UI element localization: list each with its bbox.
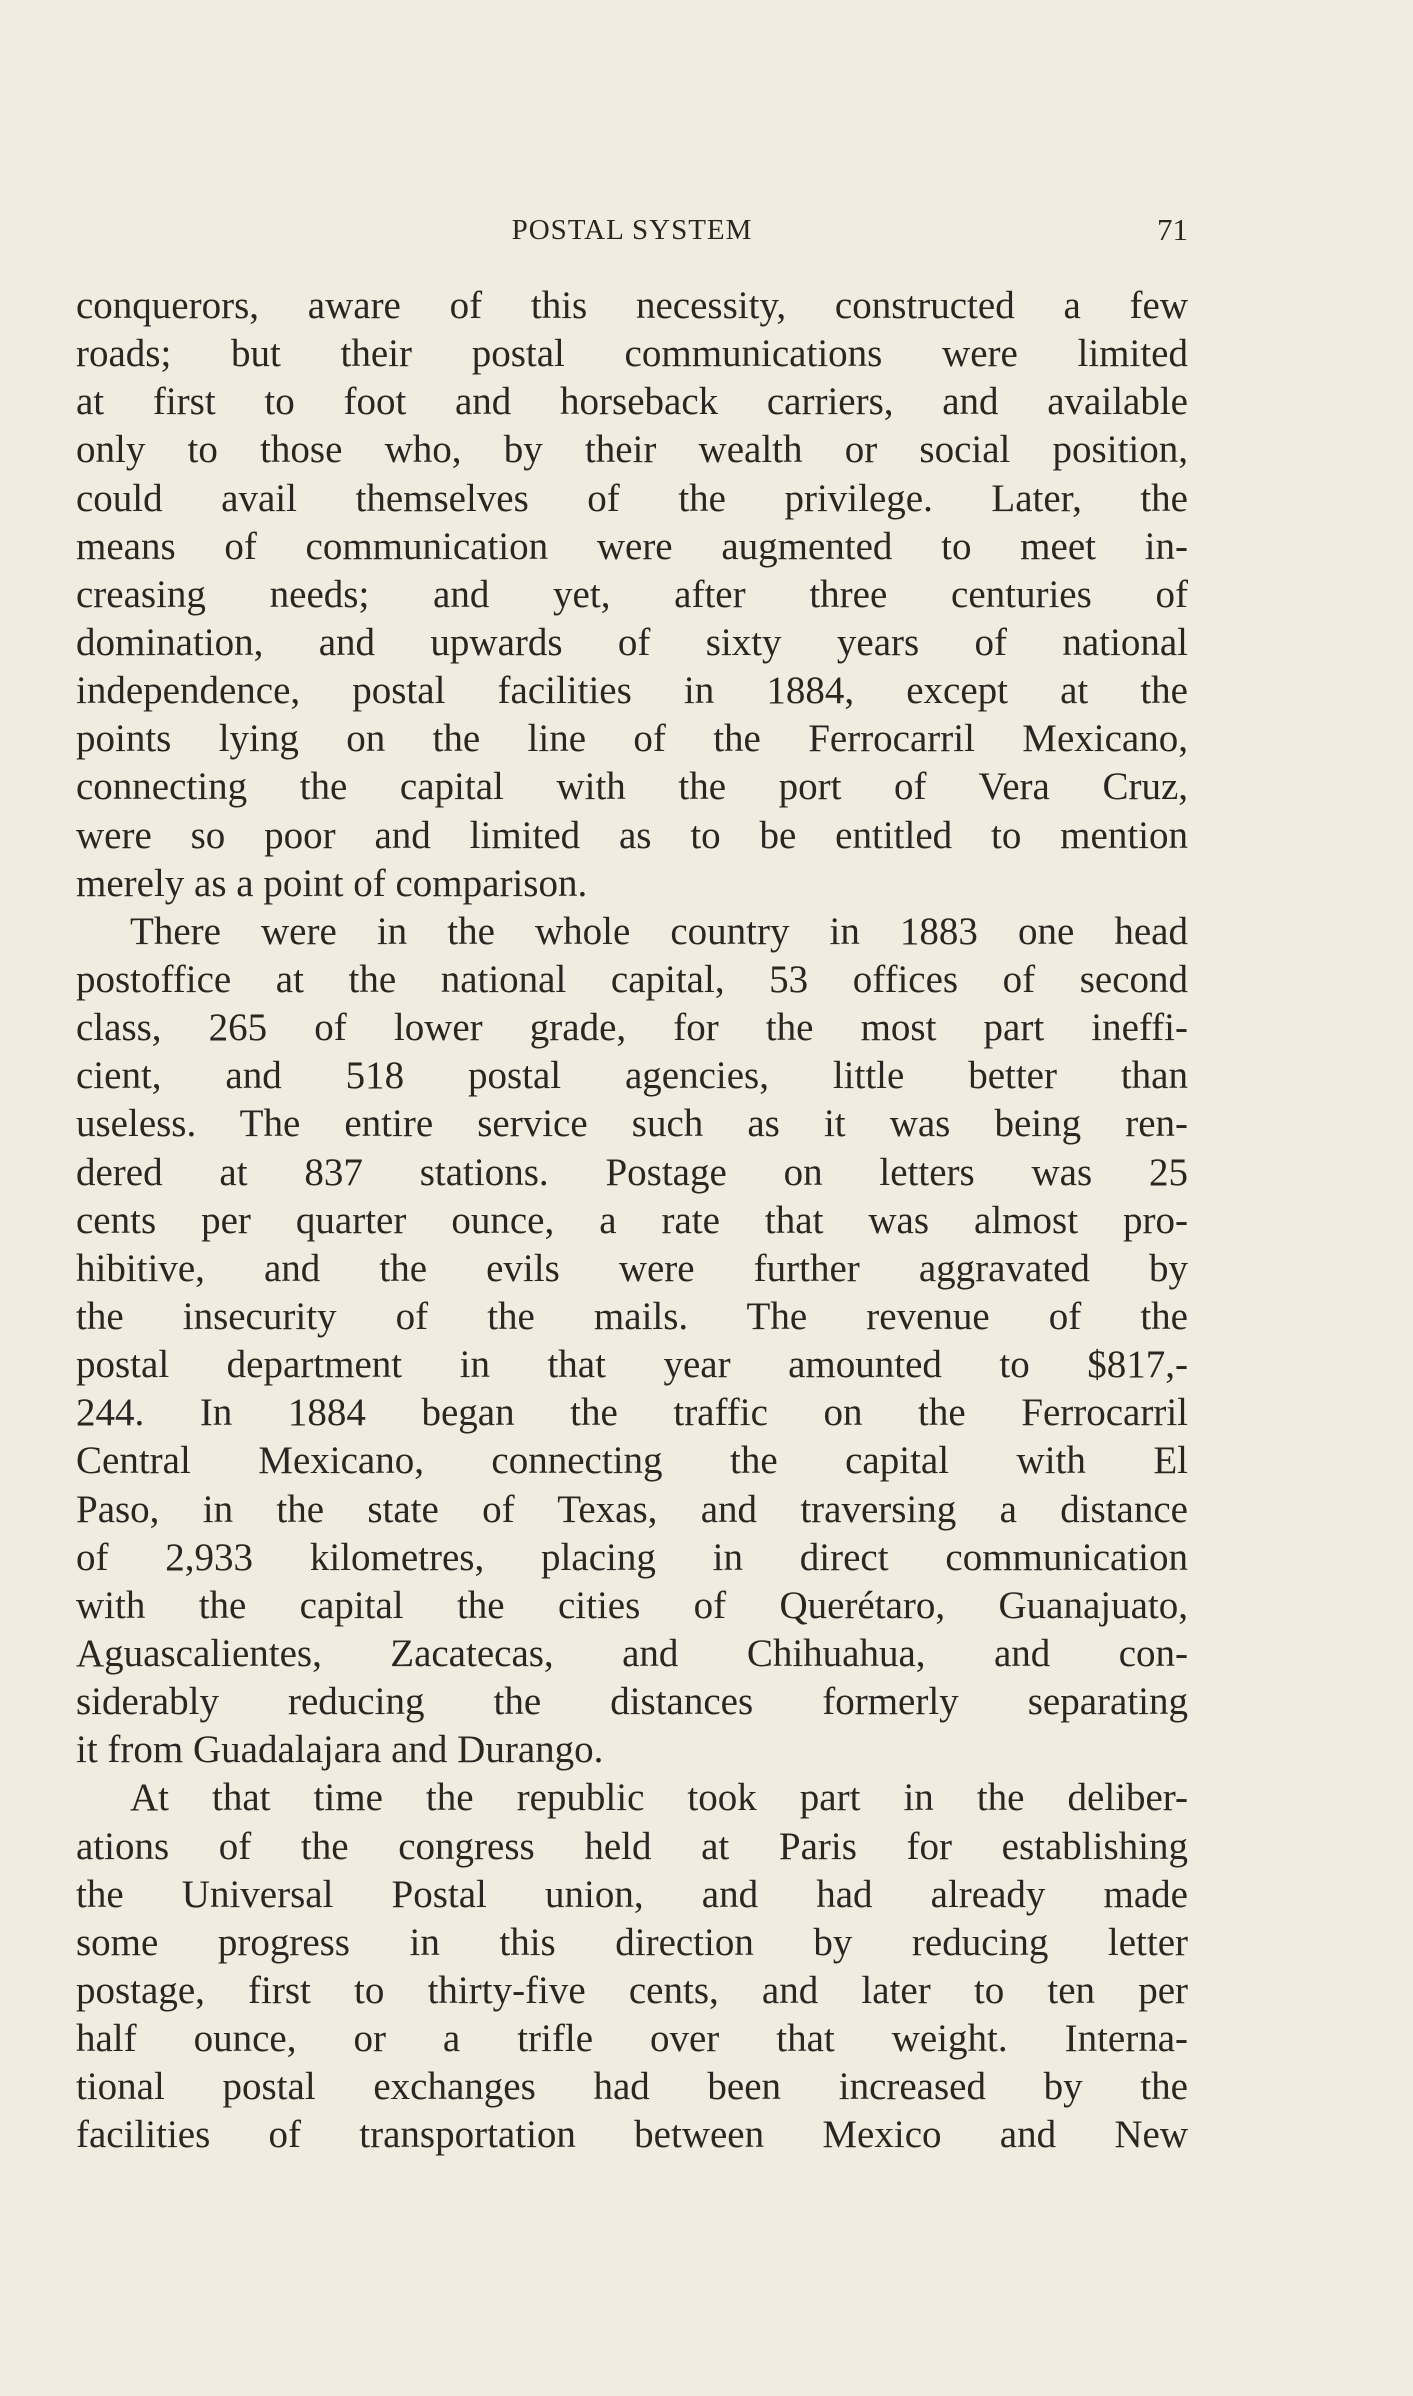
- running-title: POSTAL SYSTEM: [511, 214, 753, 246]
- text-line: half ounce, or a trifle over that weight. Interna-: [76, 2017, 1188, 2061]
- running-head: [76, 210, 1188, 250]
- text-line: domination, and upwards of sixty years of national: [76, 620, 1188, 664]
- text-line: 244. In 1884 began the traffic on the Ferrocarril: [76, 1391, 1188, 1435]
- text-line: postal department in that year amounted to $817,-: [76, 1343, 1188, 1387]
- text-line: Aguascalientes, Zacatecas, and Chihuahua, and con-: [76, 1631, 1188, 1675]
- text-line: at first to foot and horseback carriers, and available: [76, 380, 1188, 424]
- text-line: ations of the congress held at Paris for establishing: [76, 1824, 1188, 1868]
- text-line: of 2,933 kilometres, placing in direct communication: [76, 1535, 1188, 1579]
- text-line: could avail themselves of the privilege. Later, the: [76, 476, 1188, 520]
- text-line: facilities of transportation between Mexico and New: [76, 2113, 1188, 2157]
- paragraph: [76, 1774, 1188, 2159]
- text-line: with the capital the cities of Querétaro, Guanajuato,: [76, 1583, 1188, 1627]
- text-line: conquerors, aware of this necessity, constructed a few: [76, 284, 1188, 327]
- text-line: cents per quarter ounce, a rate that was almost pro-: [76, 1198, 1188, 1242]
- text-line: means of communication were augmented to meet in-: [76, 524, 1188, 568]
- text-line: connecting the capital with the port of Vera Cruz,: [76, 765, 1188, 809]
- text-line: were so poor and limited as to be entitled to mention: [76, 813, 1188, 857]
- text-line: class, 265 of lower grade, for the most part ineffi-: [76, 1006, 1188, 1050]
- text-line: only to those who, by their wealth or social position,: [76, 428, 1188, 472]
- text-line: the insecurity of the mails. The revenue of the: [76, 1294, 1188, 1338]
- text-line: cient, and 518 postal agencies, little better than: [76, 1054, 1188, 1098]
- text-line: hibitive, and the evils were further aggravated by: [76, 1246, 1188, 1290]
- page-number: 71: [1157, 212, 1188, 247]
- text-line: it from Guadalajara and Durango.: [76, 1728, 604, 1772]
- text-line: useless. The entire service such as it was being ren-: [76, 1102, 1188, 1146]
- text-line: At that time the republic took part in the deliber-: [130, 1776, 1188, 1820]
- text-line: independence, postal facilities in 1884, except at the: [76, 669, 1188, 713]
- text-line: roads; but their postal communications were limited: [76, 332, 1188, 376]
- text-line: postoffice at the national capital, 53 offices of second: [76, 957, 1188, 1001]
- text-line: siderably reducing the distances formerly separating: [76, 1680, 1188, 1724]
- text-line: the Universal Postal union, and had already made: [76, 1872, 1188, 1916]
- text-line: Central Mexicano, connecting the capital with El: [76, 1439, 1188, 1483]
- paragraph: [76, 282, 1188, 908]
- text-line: tional postal exchanges had been increased by the: [76, 2065, 1188, 2109]
- text-line: dered at 837 stations. Postage on letters was 25: [76, 1150, 1188, 1194]
- text-line: Paso, in the state of Texas, and traversing a distance: [76, 1487, 1188, 1531]
- text-line: some progress in this direction by reducing letter: [76, 1920, 1188, 1964]
- text-line: postage, first to thirty-five cents, and later to ten per: [76, 1968, 1188, 2012]
- body-text: [76, 282, 1188, 2159]
- text-line: points lying on the line of the Ferrocarril Mexicano,: [76, 717, 1188, 761]
- text-line: creasing needs; and yet, after three centuries of: [76, 572, 1188, 616]
- paragraph: [76, 908, 1188, 1775]
- text-line: merely as a point of comparison.: [76, 861, 588, 905]
- text-line: There were in the whole country in 1883 one head: [130, 909, 1188, 953]
